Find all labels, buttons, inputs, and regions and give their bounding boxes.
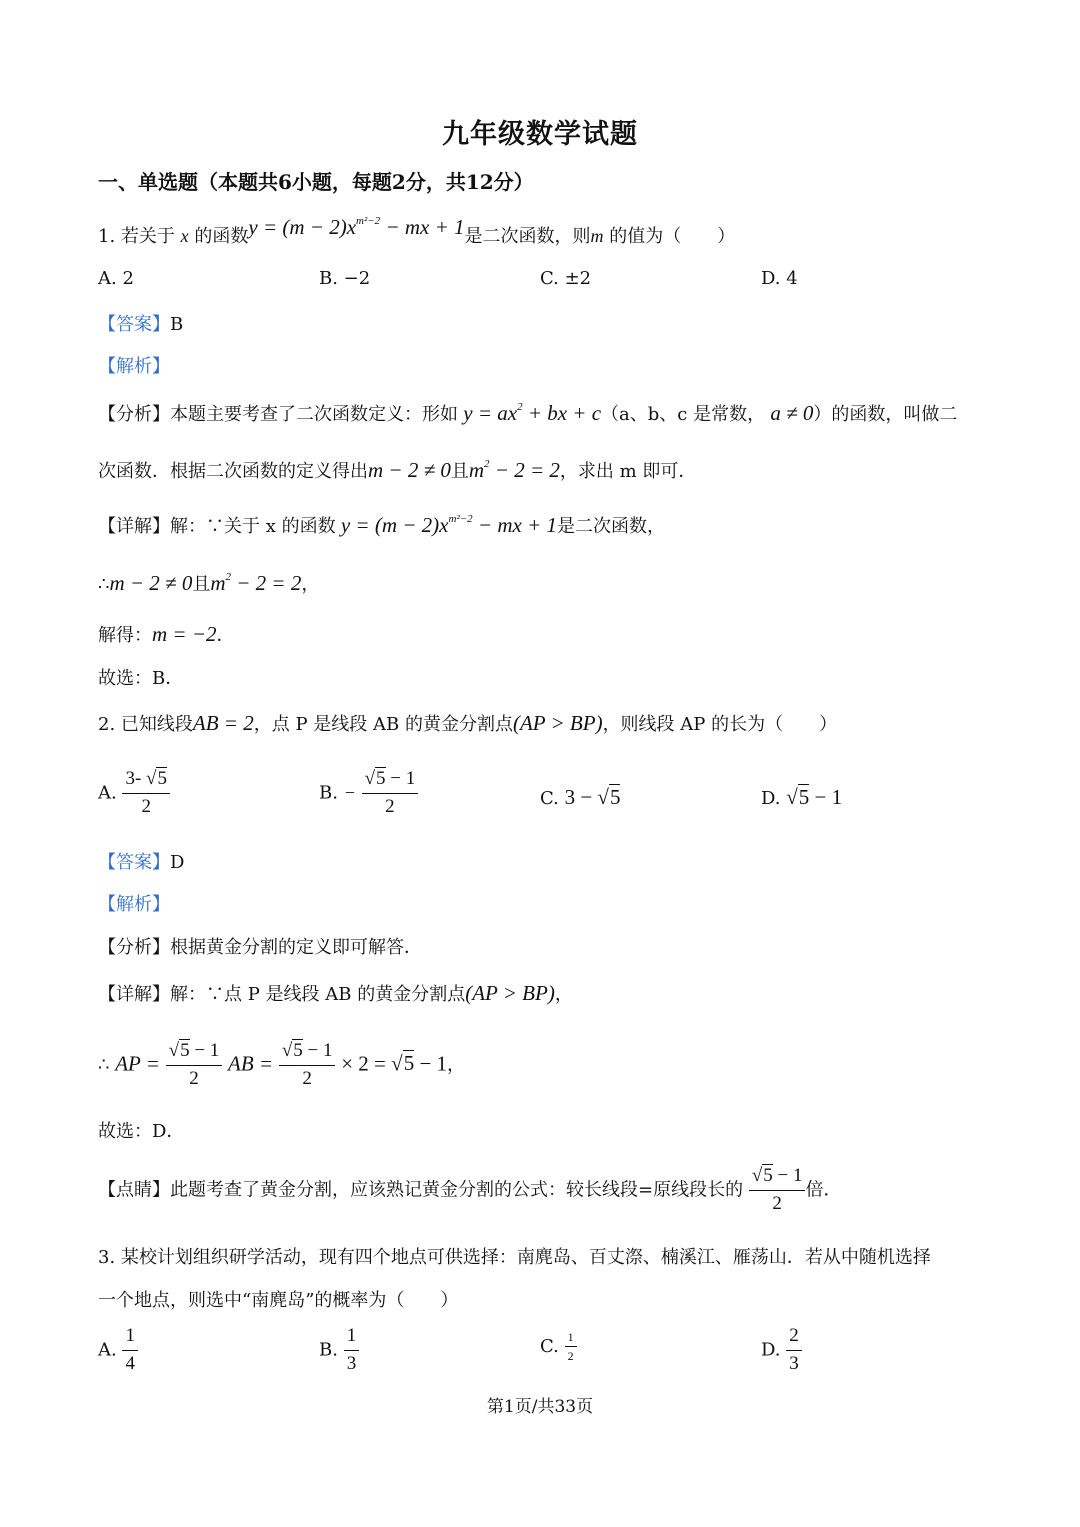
- q1-answer: 【答案】B: [98, 314, 184, 335]
- q2-option-a: A. $\frac{3- √5}{2}$: [98, 768, 170, 819]
- q2-option-b: B. − $\frac{√5 - 1}{2}$: [319, 768, 418, 819]
- q3-option-d: D. $\frac{2}{3}$: [761, 1325, 802, 1376]
- q2-option-c: C. 3 − √5: [540, 785, 621, 809]
- page-title: 九年级数学试题: [442, 119, 638, 150]
- q1-solve: 解得：m = −2．: [98, 622, 235, 646]
- q1-option-d: D. 4: [761, 268, 798, 289]
- q3-option-c: C. $\frac{1}{2}$: [540, 1330, 577, 1364]
- q1-detail-line2: ∴m − 2 ≠ 0且$m^2 - 2 = 2$，: [98, 571, 320, 595]
- q2-stem: 2. 已知线段AB = 2，点 P 是线段 AB 的黄金分割点(AP > BP)，则线段 AP 的长为（ ）: [98, 711, 838, 735]
- q1-fenxi-line1: 【分析】本题主要考查了二次函数定义：形如 $y = ax^2$ + bx + c（a、b、c 是常数， a ≠ 0）的函数，叫做二: [98, 401, 958, 425]
- q1-fenxi-line2: 次函数．根据二次函数的定义得出m − 2 ≠ 0且$m^2 - 2 = 2$，求出 m 即可．: [98, 458, 697, 482]
- q2-detail-line1: 【详解】解：∵点 P 是线段 AB 的黄金分割点(AP > BP)，: [98, 981, 573, 1005]
- q3-stem-line2: 一个地点，则选中“南麂岛”的概率为（ ）: [98, 1290, 459, 1311]
- q2-fenxi: 【分析】根据黄金分割的定义即可解答．: [98, 937, 422, 958]
- q1-choose: 故选：B．: [98, 668, 184, 689]
- q1-option-b: B. −2: [319, 268, 371, 289]
- q2-answer: 【答案】D: [98, 852, 185, 873]
- q2-option-d: D. √5 − 1: [761, 785, 843, 809]
- q3-option-b: B. $\frac{1}{3}$: [319, 1325, 359, 1376]
- q1-stem: 1. 若关于 x 的函数$y = (m - 2)x^{m^2-2}$ − mx + 1是二次函数，则m 的值为（ ）: [98, 215, 736, 247]
- q2-choose: 故选：D．: [98, 1121, 185, 1142]
- q1-option-c: C. ±2: [540, 268, 592, 289]
- q3-option-a: A. $\frac{1}{4}$: [98, 1325, 138, 1376]
- q2-analysis-tag: 【解析】: [98, 894, 170, 915]
- q2-dianjing: 【点睛】此题考查了黄金分割，应该熟记黄金分割的公式：较长线段=原线段长的 $\frac{√5 - 1}{2}$ 倍．: [98, 1165, 842, 1214]
- section-heading: 一、单选题（本题共6小题，每题2分，共12分）: [98, 170, 534, 194]
- q1-option-a: A. 2: [98, 268, 134, 289]
- page-footer: 第1页/共33页: [486, 1397, 594, 1417]
- q1-analysis-tag: 【解析】: [98, 356, 170, 377]
- q3-stem-line1: 3. 某校计划组织研学活动，现有四个地点可供选择：南麂岛、百丈漈、楠溪江、雁荡山．若从中随机选择: [98, 1247, 931, 1268]
- q2-detail-line2: ∴ AP = $\frac{√5 - 1}{2}$ AB = $\frac{√5 - 1}{2}$ × 2 = √5 − 1，: [98, 1040, 466, 1089]
- q1-detail-line1: 【详解】解：∵关于 x 的函数 $y = (m - 2)x^{m^2-2}$ − mx + 1是二次函数，: [98, 513, 665, 537]
